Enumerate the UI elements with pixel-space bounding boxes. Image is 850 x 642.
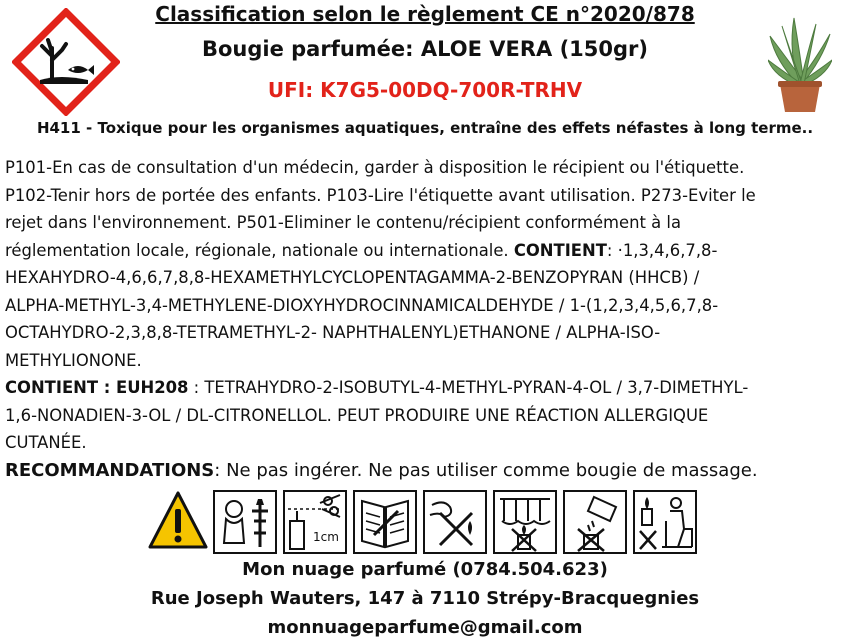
- no-draft-icon: [424, 491, 486, 553]
- p-line: [5, 237, 847, 265]
- no-flammable-near-icon: [494, 491, 556, 553]
- no-water-extinguish-icon: [564, 491, 626, 553]
- ingredient-line: ALPHA-METHYL-3,4-METHYLENE-DIOXYHYDROCINNAMICALDEHYDE / 1-(1,2,3,4,5,6,7,8-: [5, 295, 719, 315]
- ingredient-line: METHYLIONONE.: [5, 350, 142, 370]
- ingredient-line: OCTAHYDRO-2,3,8,8-TETRAMETHYL-2- NAPHTHALENYL)ETHANONE / ALPHA-ISO-: [5, 323, 661, 342]
- shop-name: Mon nuage parfumé (0784.504.623): [242, 559, 608, 580]
- contient-label: CONTIENT: [513, 240, 607, 260]
- keep-away-children-icon: [214, 491, 276, 553]
- product-name: Bougie parfumée: ALOE VERA (150gr): [201, 37, 649, 61]
- p-line: P102-Tenir hors de portée des enfants. P103-Lire l'étiquette avant utilisation. P273-Eviter le: [5, 185, 756, 205]
- recommendations-label: RECOMMANDATIONS: [5, 459, 215, 481]
- contact-block: [0, 555, 850, 642]
- classification-title: Classification selon le règlement CE n°2020/878: [155, 2, 695, 26]
- p-line: P101-En cas de consultation d'un médecin, garder à disposition le récipient ou l'étiquette.: [5, 158, 745, 177]
- recommendations-line: [5, 457, 847, 485]
- precautionary-text: [5, 154, 847, 484]
- recommendations-text: : Ne pas ingérer. Ne pas utiliser comme bougie de massage.: [214, 459, 758, 481]
- wick-length-label: 1cm: [313, 530, 339, 544]
- euh-label: CONTIENT : EUH208: [5, 378, 189, 397]
- p-line: rejet dans l'environnement. P501-Eliminer le contenu/récipient conformément à la: [5, 213, 681, 232]
- warning-triangle-icon: [150, 493, 206, 547]
- euh-line: [5, 374, 847, 402]
- p-line-text: réglementation locale, régionale, nationale ou internationale.: [5, 240, 514, 260]
- shop-email: monnuageparfume@gmail.com: [267, 617, 583, 638]
- trim-wick-1cm-icon: [284, 491, 346, 553]
- safety-pictograms: [148, 489, 708, 555]
- contient-first: : ·1,3,4,6,7,8-: [606, 240, 718, 260]
- ufi-code: UFI: K7G5-00DQ-700R-TRHV: [267, 78, 583, 102]
- shop-address: Rue Joseph Wauters, 147 à 7110 Strépy-Bracquegnies: [150, 588, 700, 609]
- ingredient-line: HEXAHYDRO-4,6,6,7,8,8-HEXAMETHYLCYCLOPENTAGAMMA-2-BENZOPYRAN (HHCB) /: [5, 268, 700, 287]
- euh-first: : TETRAHYDRO-2-ISOBUTYL-4-METHYL-PYRAN-4-OL / 3,7-DIMETHYL-: [188, 378, 749, 397]
- hazard-statement: H411 - Toxique pour les organismes aquatiques, entraîne des effets néfastes à long terme..: [36, 119, 814, 137]
- euh-line: 1,6-NONADIEN-3-OL / DL-CITRONELLOL. PEUT PRODUIRE UNE RÉACTION ALLERGIQUE: [5, 405, 709, 425]
- never-unattended-icon: [634, 491, 696, 553]
- euh-line: CUTANÉE.: [5, 433, 87, 452]
- read-instructions-icon: [354, 491, 416, 553]
